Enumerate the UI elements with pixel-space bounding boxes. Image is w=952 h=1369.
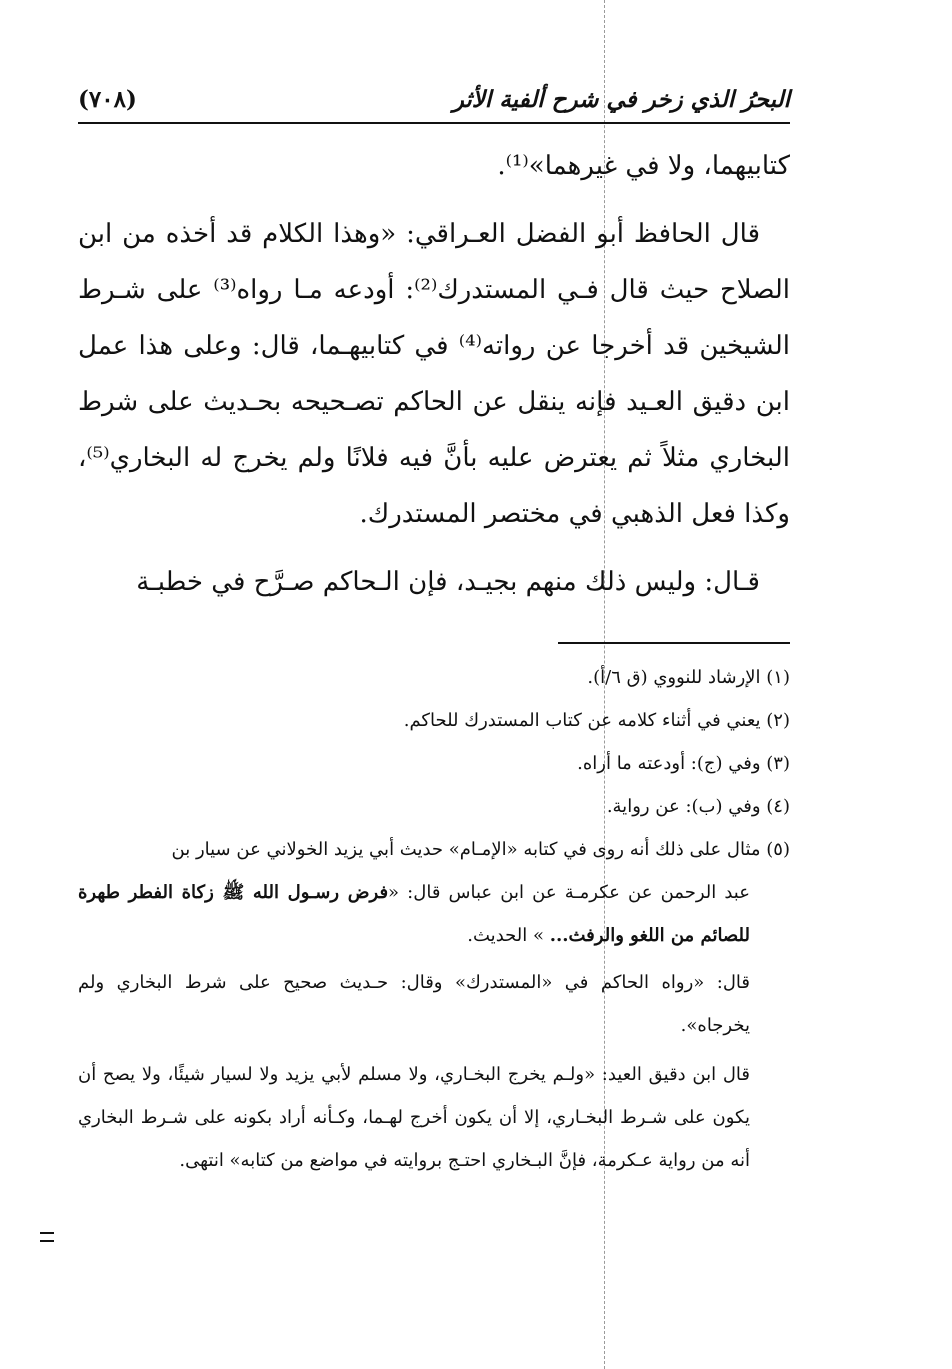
footnote-5-hadith-end: » الحديث. (467, 925, 550, 946)
margin-mark (40, 1232, 54, 1242)
footnote-5-hadith-lead: عبد الرحمن عن عكرمـة عن ابن عباس قال: « (388, 882, 750, 903)
footnote-1: (١) الإرشاد للنووي (ق ٦/أ). (587, 667, 790, 688)
book-title: البحرُ الذي زخر في شرح ألفية الأثر (452, 86, 790, 113)
footnote-5-paragraph-2: قال: «رواه الحاكم في «المستدرك» وقال: حـديث صحيح على شرط البخاري ولم يخرجاه». (78, 972, 750, 1036)
header-rule (78, 122, 790, 124)
footnote-5-continuation (78, 961, 790, 1182)
footnote-5-hadith-text: فرض رسـول الله ﷺ زكاة الفطر طهرة للصائم من اللغو والرفث... (78, 882, 750, 946)
main-text (78, 138, 790, 622)
footnote-3: (٣) وفي (ج): أودعته ما أراه. (577, 753, 790, 774)
body-paragraph-2: قال الحافظ أبو الفضل العـراقي: «وهذا الكلام قد أخذه من ابن الصلاح حيث قال فـي المستدرك⁽²⁾: أودعه مـا رواه⁽³⁾ على شـرط الشيخين قد أخرجا عن رواته⁽⁴⁾ في كتابيهـما، قال: وعلى هذا عمل ابن دقيق العـيد فإنه ينقل عن الحاكم تصـحيحه بحـديث على شرط البخاري مثلاً ثم يعترض عليه بأنَّ فيه فلانًا ولم يخرج له البخاري⁽⁵⁾، وكذا فعل الذهبي في مختصر المستدرك. (78, 219, 791, 529)
body-paragraph-3: قـال: وليس ذلك منهم بجيـد، فإن الـحاكم صـرَّح في خطبـة (136, 567, 760, 597)
footnote-4: (٤) وفي (ب): عن رواية. (606, 796, 790, 817)
page-number: (٧٠٨) (78, 86, 137, 113)
footnote-separator (558, 642, 790, 644)
footnote-2: (٢) يعني في أثناء كلامه عن كتاب المستدرك للحاكم. (403, 710, 790, 731)
footnotes (78, 656, 790, 1188)
footnote-5-paragraph-3: قال ابن دقيق العيد: «ولـم يخرج البخـاري، ولا مسلم لأبي يزيد ولا لسيار شيئًا، ولا يصح أن يكون على شـرط البخـاري، إلا أن يكون أخرج لهـما، وكـأنه أراد بكونه على شـرط البخاري أنه من رواية عـكرمة، فإنَّ البـخاري احتـج بروايته في مواضع من كتابه» انتهى. (78, 1064, 750, 1171)
footnote-5: (٥) مثال على ذلك أنه روى في كتابه «الإمـام» حديث أبي يزيد الخولاني عن سيار بن (171, 839, 790, 860)
footnote-5-hadith (78, 871, 790, 957)
running-header (78, 82, 790, 122)
body-paragraph-1: كتابيهما، ولا في غيرهما»⁽¹⁾. (497, 151, 790, 181)
